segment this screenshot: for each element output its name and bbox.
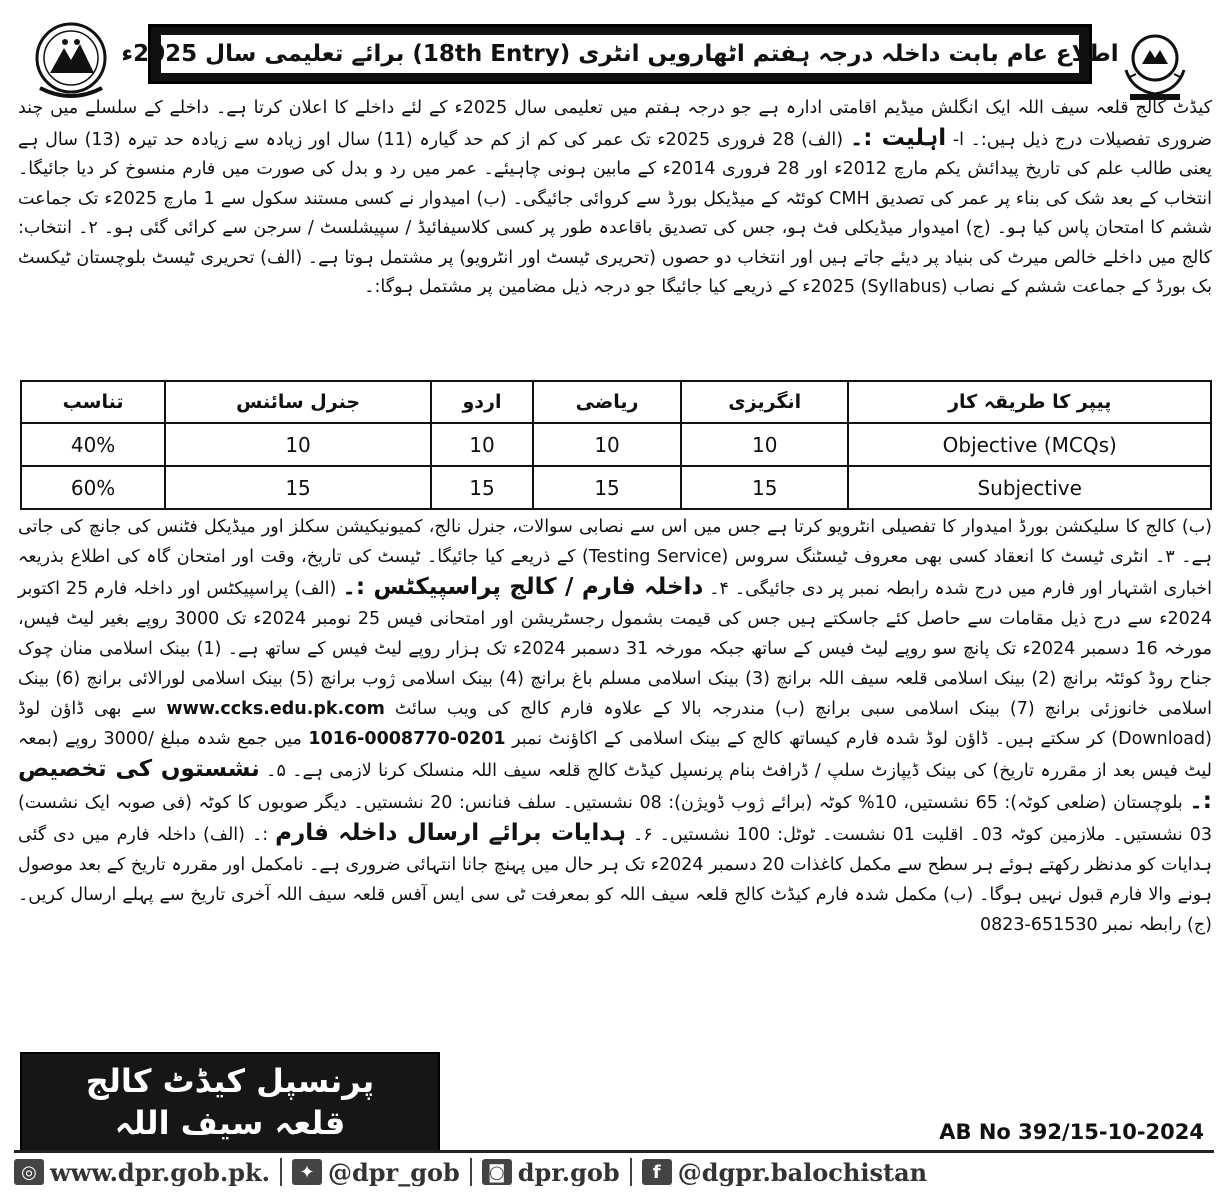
- eligibility-heading: اہلیت :۔: [849, 124, 947, 151]
- college-crest-icon: [28, 18, 114, 104]
- ad-reference-number: AB No 392/15-10-2024: [939, 1120, 1204, 1144]
- table-header-cell: تناسب: [21, 381, 165, 423]
- table-header-cell: اردو: [431, 381, 533, 423]
- table-row: [21, 423, 1211, 466]
- instagram-icon: ◙: [482, 1159, 512, 1185]
- footer-divider: [630, 1158, 632, 1186]
- table-cell: 60%: [21, 466, 165, 509]
- table-header-cell: انگریزی: [681, 381, 848, 423]
- footer-website[interactable]: [14, 1158, 270, 1187]
- principal-signature-box: [20, 1052, 440, 1152]
- table-cell: 10: [165, 423, 431, 466]
- table-header-cell: ریاضی: [533, 381, 681, 423]
- footer-divider: [280, 1158, 282, 1186]
- footer-facebook[interactable]: [642, 1158, 927, 1187]
- table-cell: 40%: [21, 423, 165, 466]
- footer-twitter[interactable]: [292, 1158, 460, 1187]
- table-cell: 10: [533, 423, 681, 466]
- globe-icon: ◎: [14, 1159, 44, 1185]
- footer-instagram[interactable]: [482, 1158, 620, 1187]
- footer-facebook-text: @dgpr.balochistan: [677, 1157, 928, 1187]
- eligibility-text: (الف) 28 فروری 2025ء تک عمر کی کم از کم حد گیارہ (11) سال اور زیادہ سے زیادہ حد تیرہ (13) سال ہے یعنی طالب علم کی تاریخ پیدائش یکم مارچ 2012ء اور 28 فروری 2014ء کے مابین ہونی چاہیئے۔ عمر میں رد و بدل کی صورت میں فارم منسوخ کر دیا جائیگا۔ انتخاب کے بعد شک کی بناء پر عمر کی تصدیق CMH کوئٹہ کے میڈیکل بورڈ سے کروائی جائیگی۔ (ب) امیدوار نے کسی مستند سکول سے 1 مارچ 2025ء تک جماعت ششم کا امتحان پاس کیا ہو۔ (ج) امیدوار میڈیکلی فٹ ہو، جس کی تصدیق باقاعدہ طور پر کسی کلاسیفائیڈ / سپیشلسٹ / سرجن سے کرائی گئی ہو۔ ۲۔ انتخاب: کالج میں داخلے خالص میرٹ کی بنیاد پر دیئے جاتے ہیں اور انتخاب دو حصوں (تحریری ٹیسٹ اور انٹرویو) پر مشتمل ہوتا ہے۔ (الف) تحریری ٹیسٹ بلوچستان ٹیکسٹ بک بورڈ کے جماعت ششم کے نصاب (Syllabus) 2025ء کے ذریعے کیا جائیگا جو درجہ ذیل مضامین پر مشتمل ہوگا:۔: [18, 129, 1213, 297]
- college-logo-left: [28, 18, 114, 104]
- notice-title-banner: [121, 24, 1119, 84]
- table-row: [21, 466, 1211, 509]
- footer-twitter-text: @dpr_gob: [327, 1157, 460, 1187]
- table-header-row: [21, 381, 1211, 423]
- details-paragraph: [18, 512, 1212, 940]
- interview-text: (ب) کالج کا سلیکشن بورڈ امیدوار کا تفصیلی انٹرویو کرتا ہے جس میں اس سے نصابی سوالات، جنرل نالج، کمیونیکیشن سکلز اور میڈیکل فٹنس کی جانچ کی جاتی ہے۔ ۳۔ انٹری ٹیسٹ کا انعقاد کسی بھی معروف ٹیسٹنگ سروس (Testing Service) کے ذریعے کیا جائیگا۔ ٹیسٹ کی تاریخ، وقت اور امتحان گاہ کی اطلاع بذریعہ اخباری اشتہار اور فارم میں درج شدہ رابطہ نمبر پر دی جائیگی۔ ۴۔: [18, 517, 1212, 599]
- table-cell: 15: [165, 466, 431, 509]
- table-header-cell: پیپر کا طریقہ کار: [848, 381, 1211, 423]
- dpr-footer: [14, 1150, 1214, 1191]
- subjects-marks-table: [20, 380, 1212, 510]
- seats-heading: نشستوں کی تخصیص :۔: [18, 756, 1213, 814]
- table-header-cell: جنرل سائنس: [165, 381, 431, 423]
- intro-paragraph: [18, 94, 1212, 303]
- deposit-text: میں جمع شدہ مبلغ /3000 روپے (بمعہ لیٹ فیس بعد از مقررہ تاریخ) کی بینک ڈیپازٹ سلپ / ڈرافٹ بنام پرنسپل کیڈٹ کالج قلعہ سیف اللہ منسلک کرنا لازمی ہے۔ ۵۔: [18, 729, 1213, 781]
- table-cell: Subjective: [848, 466, 1211, 509]
- instructions-text: :۔ (الف) داخلہ فارم میں دی گئی ہدایات کو مدنظر رکھتے ہوئے ہر سطح سے مکمل کاغذات 20 دسمبر 2024ء تک ہر حال میں پہنچ جانا انتہائی ضروری ہے۔ نامکمل اور مقررہ تاریخ کے بعد موصول ہونے والا فارم قبول نہیں ہوگا۔ (ب) مکمل شدہ فارم کیڈٹ کالج قلعہ سیف اللہ کو بمعرفت ٹی سی ایس آفس قلعہ سیف اللہ آخری تاریخ سے پہلے ارسال کریں۔ (ج) رابطہ نمبر: [18, 825, 1213, 935]
- footer-website-text: www.dpr.gob.pk.: [50, 1157, 270, 1187]
- contact-phone: 0823-651530: [979, 915, 1098, 935]
- account-number: 1016-0008770-0201: [308, 729, 506, 749]
- table-cell: 10: [431, 423, 533, 466]
- intro-text: کیڈٹ کالج قلعہ سیف اللہ ایک انگلش میڈیم اقامتی ادارہ ہے جو درجہ ہفتم میں تعلیمی سال 2025ء کے لئے داخلے کا اعلان کرتا ہے۔ داخلے کے سلسلے میں چند ضروری تفصیلات درج ذیل ہیں:۔ ا-: [18, 98, 1213, 150]
- seats-text: بلوچستان (ضلعی کوٹہ): 65 نشستیں، 10% کوٹہ (برائے ژوب ڈویژن): 08 نشستیں۔ سلف فنانس: 20 نشستیں۔ دیگر صوبوں کا کوٹہ (فی صوبہ ایک نشست) 03 نشستیں۔ ملازمین کوٹہ 03۔ اقلیت 01 نشست۔ ٹوٹل: 100 نشستیں۔ ۶۔: [18, 793, 1212, 845]
- principal-location: قلعہ سیف اللہ: [114, 1104, 346, 1142]
- facebook-icon: f: [642, 1159, 672, 1185]
- table-cell: 15: [533, 466, 681, 509]
- table-cell: 15: [681, 466, 848, 509]
- notice-body-continued: [18, 512, 1212, 940]
- footer-instagram-text: dpr.gob: [517, 1157, 620, 1187]
- download-text: سے بھی ڈاؤن لوڈ (Download) کر سکتے ہیں۔ ڈاؤن لوڈ شدہ فارم کیساتھ کالج کے بینک اسلامی کے اکاؤنٹ نمبر: [18, 699, 1212, 749]
- college-website-link[interactable]: www.ccks.edu.pk.com: [166, 699, 385, 719]
- principal-title: پرنسپل کیڈٹ کالج: [85, 1062, 375, 1100]
- instructions-heading: ہدایات برائے ارسال داخلہ فارم: [275, 820, 626, 846]
- admission-form-heading: داخلہ فارم / کالج پراسپیکٹس :۔: [342, 574, 704, 600]
- footer-divider: [470, 1158, 472, 1186]
- twitter-icon: ✦: [292, 1159, 322, 1185]
- notice-title: اطلاع عام بابت داخلہ درجہ ہفتم اٹھارویں انٹری (18th Entry) برائے تعلیمی سال 2025ء: [159, 33, 1081, 75]
- table-cell: 10: [681, 423, 848, 466]
- notice-body: [18, 94, 1212, 303]
- table-cell: 15: [431, 466, 533, 509]
- prospectus-text: (الف) پراسپیکٹس اور داخلہ فارم 25 اکتوبر 2024ء سے درج ذیل مقامات سے حاصل کئے جاسکتے ہیں جس کی قیمت بشمول رجسٹریشن اور امتحانی فیس 25 نومبر 2024ء تک 3000 روپے بغیر لیٹ فیس، مورخہ 16 دسمبر 2024ء تک پانچ سو روپے لیٹ فیس کے ساتھ جبکہ مورخہ 31 دسمبر 2024ء تک ہزار روپے لیٹ فیس کے ساتھ ہے۔ (1) بینک اسلامی منان چوک جناح روڈ کوئٹہ برانچ (2) بینک اسلامی قلعہ سیف اللہ برانچ (3) بینک اسلامی مسلم باغ برانچ (4) بینک اسلامی ژوب برانچ (5) بینک اسلامی لورالائی برانچ (6) بینک اسلامی خانوزئی برانچ (7) بینک اسلامی سبی برانچ (ب) مندرجہ بالا کے علاوہ فارم کالج کی ویب سائٹ: [18, 579, 1212, 719]
- table-cell: Objective (MCQs): [848, 423, 1211, 466]
